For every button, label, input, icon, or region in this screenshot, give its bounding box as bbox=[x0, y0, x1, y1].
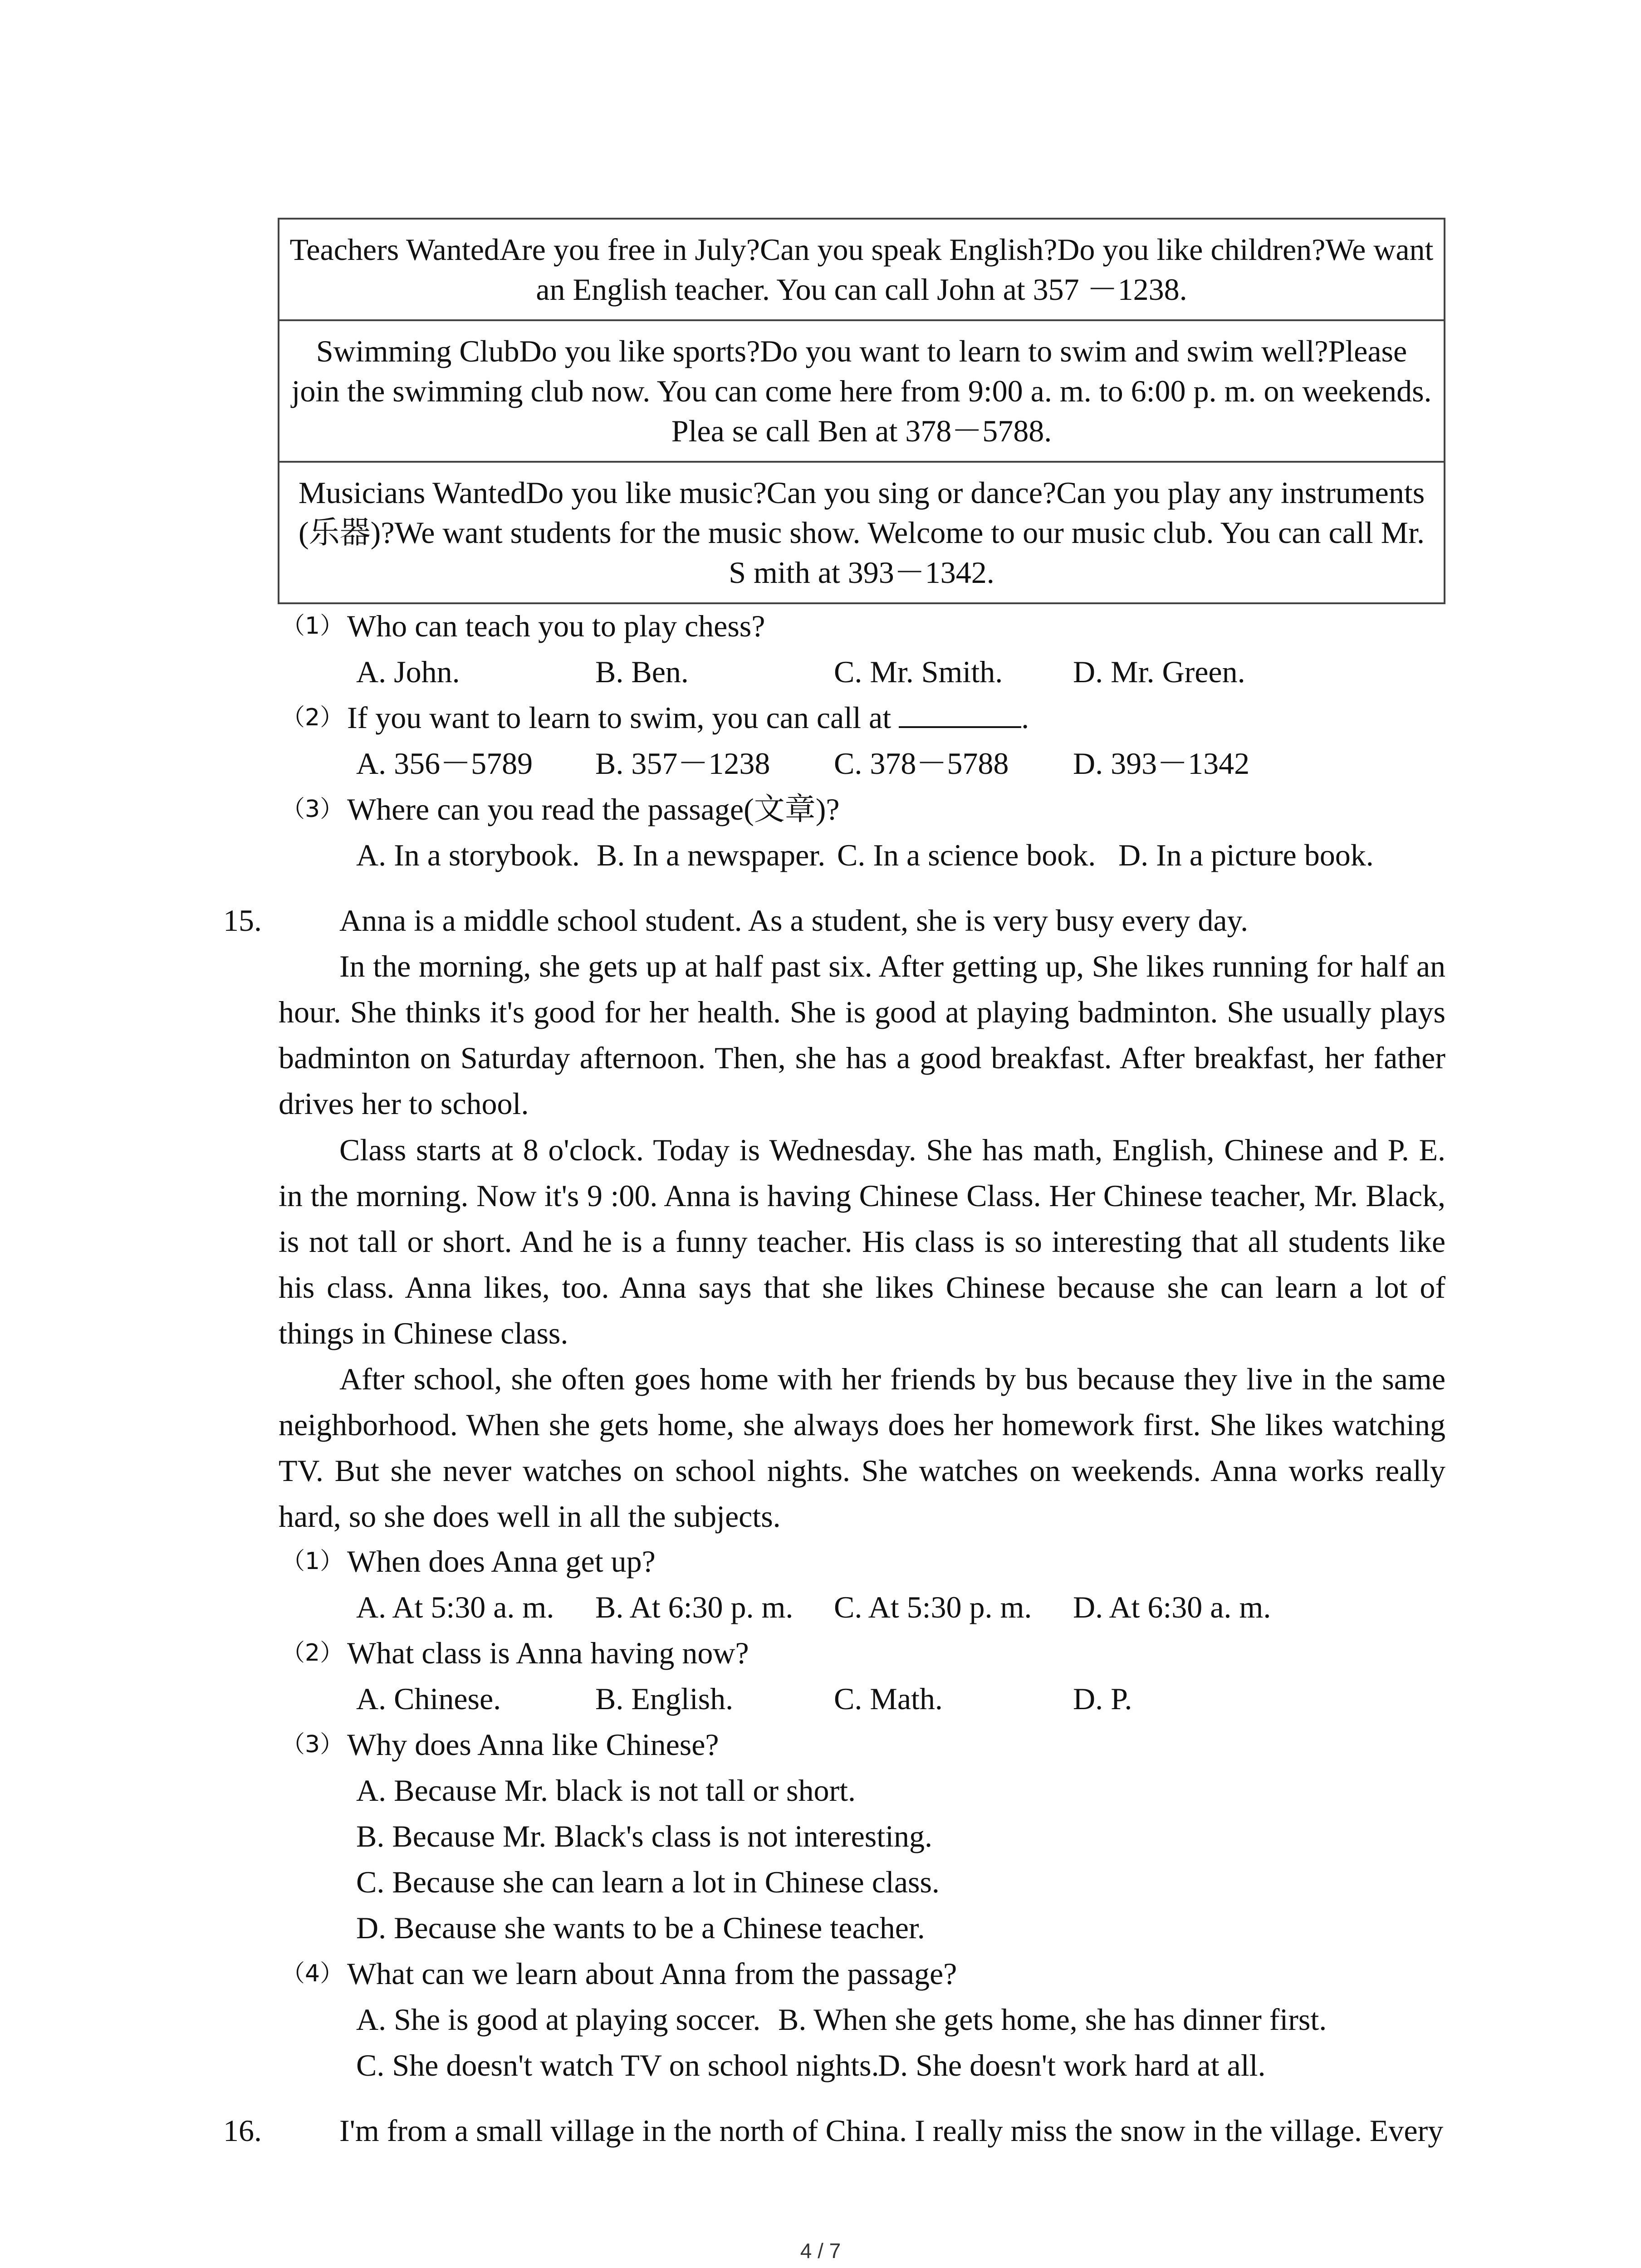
option: B. Ben. bbox=[595, 655, 689, 689]
ad-swimming-club: Swimming ClubDo you like sports?Do you want to learn to swim and swim well?Please join the swimming club now. You can come here from 9:00 a. m. to 6:00 p. m. on weekends. Plea se call Ben at 378－5788. bbox=[279, 321, 1444, 463]
answer-blank bbox=[899, 700, 1021, 728]
q15-3-stem: Why does Anna like Chinese? bbox=[347, 1727, 719, 1762]
option: B. When she gets home, she has dinner first. bbox=[778, 2002, 1327, 2037]
q16-first-line: I'm from a small village in the north of China. I really miss the snow in the village. Every bbox=[339, 2113, 1444, 2148]
option: B. English. bbox=[595, 1681, 734, 1716]
q15-1-number: （1） bbox=[281, 1548, 344, 1575]
q15-paragraph-1: In the morning, she gets up at half past six. After getting up, She likes running for half an hour. She thinks it's good for her health. She is good at playing badminton. She usually plays badminton on Saturday afternoon. Then, she has a good breakfast. After breakfast, her father drives her to school. bbox=[279, 949, 1445, 1121]
q14-1-number: （1） bbox=[281, 612, 344, 640]
page-number: 4 / 7 bbox=[800, 2239, 841, 2263]
option: A. In a storybook. bbox=[356, 838, 580, 872]
q16-number: 16. bbox=[223, 2113, 262, 2148]
option: D. Mr. Green. bbox=[1073, 655, 1245, 689]
q14-3-stem: Where can you read the passage(文章)? bbox=[347, 792, 840, 826]
q15-2-stem: What class is Anna having now? bbox=[347, 1636, 749, 1670]
option: D. Because she wants to be a Chinese teacher. bbox=[356, 1911, 925, 1945]
option: D. At 6:30 a. m. bbox=[1073, 1590, 1271, 1624]
option: D. P. bbox=[1073, 1681, 1132, 1716]
option: A. Because Mr. black is not tall or short. bbox=[356, 1773, 856, 1808]
option: A. Chinese. bbox=[356, 1681, 501, 1716]
option: A. 356－5789 bbox=[356, 746, 533, 781]
q15-4-stem: What can we learn about Anna from the passage? bbox=[347, 1956, 957, 1991]
ads-table bbox=[278, 218, 1445, 604]
option: D. 393－1342 bbox=[1073, 746, 1250, 781]
option: A. She is good at playing soccer. bbox=[356, 2002, 761, 2037]
q14-2-stem bbox=[347, 698, 1029, 738]
option: C. At 5:30 p. m. bbox=[834, 1590, 1032, 1624]
q15-paragraph-2: Class starts at 8 o'clock. Today is Wednesday. She has math, English, Chinese and P. E. in the morning. Now it's 9 :00. Anna is having Chinese Class. Her Chinese teacher, Mr. Black, is not tall or short. And he is a funny teacher. His class is so interesting that all students like his class. Anna likes, too. Anna says that she likes Chinese because she can learn a lot of things in Chinese class. bbox=[279, 1133, 1445, 1350]
q14-2-number: （2） bbox=[281, 704, 344, 731]
q15-number: 15. bbox=[223, 903, 262, 938]
q15-1-stem: When does Anna get up? bbox=[347, 1544, 656, 1579]
ad-musicians-wanted: Musicians WantedDo you like music?Can you sing or dance?Can you play any instruments (乐器)?We want students for the music show. Welcome to our music club. You can call Mr. S mith at 393－1342. bbox=[298, 475, 1425, 590]
q15-intro: Anna is a middle school student. As a student, she is very busy every day. bbox=[339, 903, 1249, 938]
ad-teachers-wanted: Teachers WantedAre you free in July?Can you speak English?Do you like children?We want an English teacher. You can call John at 357 －1238. bbox=[279, 220, 1444, 321]
option: B. 357－1238 bbox=[595, 746, 770, 781]
q14-2-stem-text: If you want to learn to swim, you can call at bbox=[347, 700, 892, 735]
option: C. 378－5788 bbox=[834, 746, 1009, 781]
q14-2-stem-end: . bbox=[1021, 700, 1029, 735]
q15-4-number: （4） bbox=[281, 1960, 344, 1987]
option: C. Math. bbox=[834, 1681, 943, 1716]
option: B. In a newspaper. bbox=[597, 838, 826, 872]
q15-2-number: （2） bbox=[281, 1639, 344, 1667]
option: B. Because Mr. Black's class is not interesting. bbox=[356, 1819, 933, 1853]
option: B. At 6:30 p. m. bbox=[595, 1590, 794, 1624]
q14-3-number: （3） bbox=[281, 796, 344, 823]
option: D. She doesn't work hard at all. bbox=[878, 2048, 1266, 2082]
option: C. In a science book. bbox=[837, 838, 1096, 872]
q14-1-stem: Who can teach you to play chess? bbox=[347, 609, 765, 643]
option: A. John. bbox=[356, 655, 460, 689]
option: C. She doesn't watch TV on school nights. bbox=[356, 2048, 879, 2082]
option: C. Because she can learn a lot in Chinese class. bbox=[356, 1865, 940, 1899]
q15-3-number: （3） bbox=[281, 1731, 344, 1758]
option: C. Mr. Smith. bbox=[834, 655, 1003, 689]
q15-paragraph-3: After school, she often goes home with her friends by bus because they live in the same neighborhood. When she gets home, she always does her homework first. She likes watching TV. But she never watches on school nights. She watches on weekends. Anna works really hard, so she does well in all the subjects. bbox=[279, 1362, 1445, 1534]
option: D. In a picture book. bbox=[1118, 838, 1374, 872]
option: A. At 5:30 a. m. bbox=[356, 1590, 554, 1624]
